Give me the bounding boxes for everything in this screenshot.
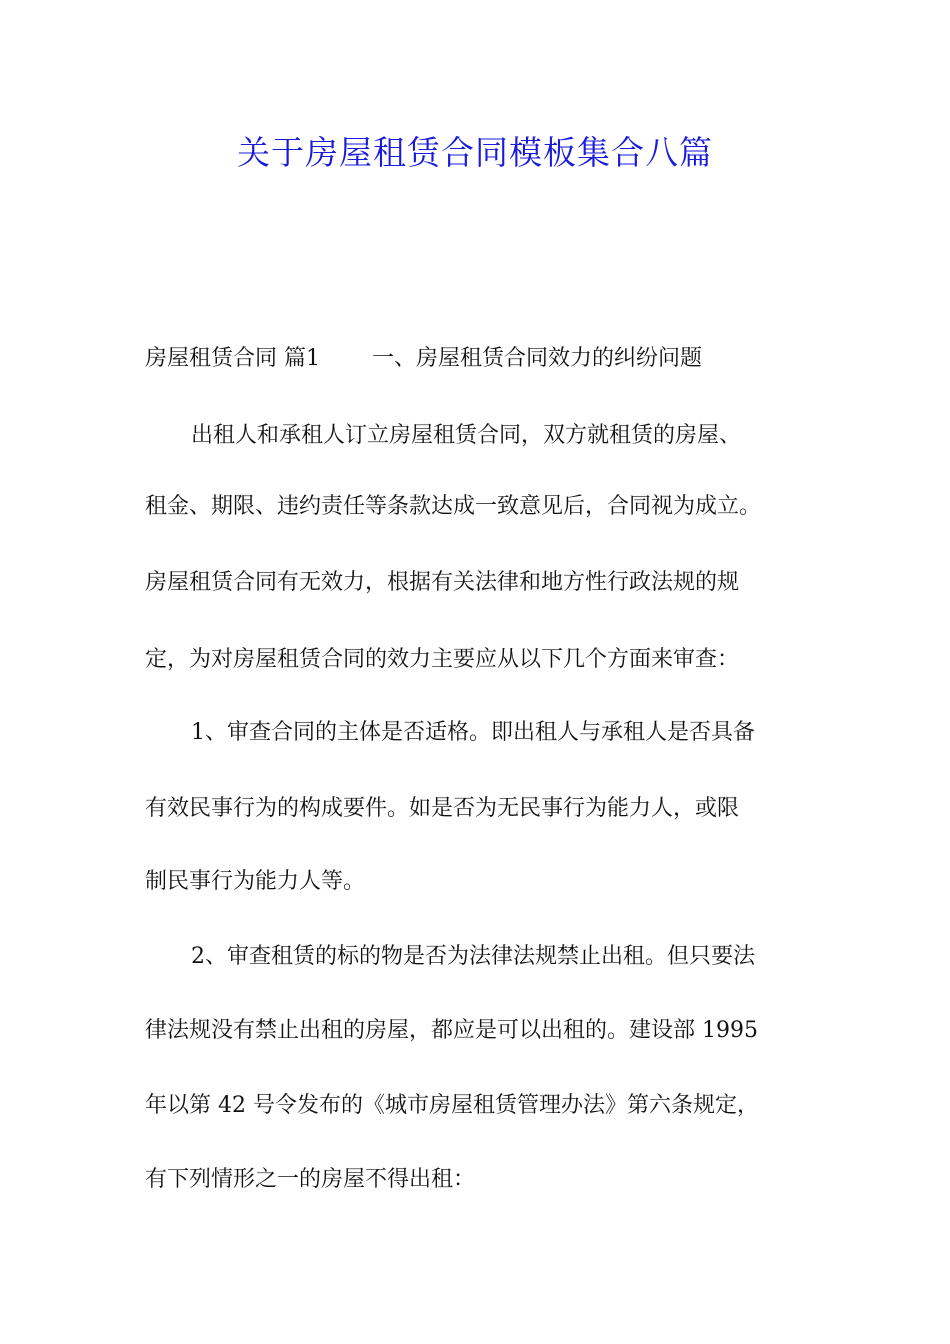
paragraph-line: 律法规没有禁止出租的房屋，都应是可以出租的。建设部 1995 (145, 1018, 758, 1043)
section-heading-label: 房屋租赁合同 篇1 (145, 346, 320, 371)
paragraph-line: 有下列情形之一的房屋不得出租： (145, 1167, 476, 1192)
paragraph-line: 1、审查合同的主体是否适格。即出租人与承租人是否具备 (191, 720, 755, 745)
paragraph-line: 房屋租赁合同有无效力，根据有关法律和地方性行政法规的规 (145, 570, 740, 595)
paragraph-line: 定，为对房屋租赁合同的效力主要应从以下几个方面来审查： (145, 647, 740, 672)
paragraph-line: 出租人和承租人订立房屋租赁合同，双方就租赁的房屋、 (191, 423, 742, 448)
paragraph-line: 年以第 42 号令发布的《城市房屋租赁管理办法》第六条规定， (145, 1093, 759, 1118)
paragraph-line: 租金、期限、违约责任等条款达成一致意见后，合同视为成立。 (145, 494, 762, 519)
section-heading-topic: 一、房屋租赁合同效力的纠纷问题 (372, 346, 703, 371)
document-title: 关于房屋租赁合同模板集合八篇 (237, 133, 713, 172)
paragraph-line: 有效民事行为的构成要件。如是否为无民事行为能力人，或限 (145, 796, 740, 821)
paragraph-line: 制民事行为能力人等。 (145, 869, 366, 894)
section-heading (145, 344, 835, 374)
paragraph-line: 2、审查租赁的标的物是否为法律法规禁止出租。但只要法 (191, 944, 755, 969)
